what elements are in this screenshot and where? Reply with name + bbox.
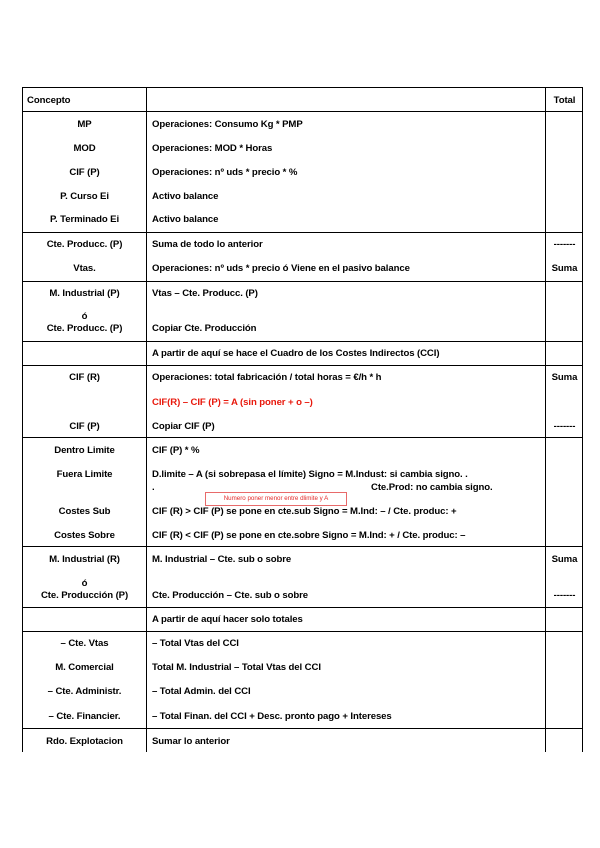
- desc-curso: Activo balance: [152, 191, 219, 202]
- comment-note[interactable]: Numero poner menor entre dlimite y A: [205, 492, 347, 506]
- column-divider-2: [545, 87, 546, 752]
- row-divider: [22, 281, 583, 282]
- concepto-dentro: Dentro Limite: [54, 445, 115, 456]
- concepto-m-com: M. Comercial: [55, 662, 114, 673]
- desc-cif-r: Operaciones: total fabricación / total horas = €/h * h: [152, 372, 382, 383]
- column-divider-1: [146, 87, 147, 752]
- desc-mi-p: Vtas – Cte. Producc. (P): [152, 288, 258, 299]
- total-cif-p-copy: -------: [553, 421, 576, 432]
- desc-rdo: Sumar lo anterior: [152, 736, 230, 747]
- concepto-rdo: Rdo. Explotacion: [46, 736, 123, 747]
- total-mi-r: Suma: [551, 554, 578, 565]
- total-cif-r: Suma: [551, 372, 578, 383]
- concepto-sobre: Costes Sobre: [54, 530, 115, 541]
- desc-mi-r: M. Industrial – Cte. sub o sobre: [152, 554, 292, 565]
- header-total: Total: [553, 95, 576, 106]
- concepto-mi-r-cte: Cte. Producción (P): [40, 590, 129, 601]
- desc-cif-p: Operaciones: nº uds * precio * %: [152, 167, 298, 178]
- concepto-mi-p-o: ó: [81, 311, 88, 322]
- row-divider: [22, 87, 583, 88]
- desc-dentro: CIF (P) * %: [152, 445, 200, 456]
- concepto-sub: Costes Sub: [58, 506, 111, 517]
- desc-sub: CIF (R) > CIF (P) se pone en cte.sub Signo = M.Ind: – / Cte. produc: +: [152, 506, 457, 517]
- desc-fuera-cte-prod: Cte.Prod: no cambia signo.: [371, 482, 493, 493]
- row-divider: [22, 437, 583, 438]
- concepto-mi-r: M. Industrial (R): [49, 554, 120, 565]
- desc-sobre: CIF (R) < CIF (P) se pone en cte.sobre Signo = M.Ind: + / Cte. produc: –: [152, 530, 466, 541]
- desc-terminado: Activo balance: [152, 214, 219, 225]
- concepto-vtas: Vtas.: [73, 263, 96, 274]
- concepto-mp: MP: [77, 119, 92, 130]
- desc-cte-prod: Suma de todo lo anterior: [152, 239, 263, 250]
- concepto-mod: MOD: [73, 143, 96, 154]
- concepto-mi-p-cte: Cte. Producc. (P): [46, 323, 123, 334]
- concepto-cif-r: CIF (R): [69, 372, 100, 383]
- concepto-fuera: Fuera Limite: [56, 469, 113, 480]
- concepto-cte-prod: Cte. Producc. (P): [46, 239, 123, 250]
- row-divider: [22, 341, 583, 342]
- desc-fuera: D.limite – A (si sobrepasa el límite) Signo = M.Indust: si cambia signo. .: [152, 469, 468, 480]
- row-divider: [22, 111, 583, 112]
- concepto-mi-p: M. Industrial (P): [49, 288, 120, 299]
- desc-cif-p-copy: Copiar CIF (P): [152, 421, 215, 432]
- desc-cte-adm: – Total Admin. del CCI: [152, 686, 251, 697]
- table-border-left: [22, 87, 23, 752]
- concepto-curso: P. Curso Ei: [60, 191, 109, 202]
- row-divider: [22, 728, 583, 729]
- cif-difference-formula: CIF(R) – CIF (P) = A (sin poner + o –): [152, 397, 313, 408]
- desc-mp: Operaciones: Consumo Kg * PMP: [152, 119, 303, 130]
- row-divider: [22, 365, 583, 366]
- concepto-terminado: P. Terminado Ei: [49, 214, 120, 225]
- concepto-cte-fin: – Cte. Financier.: [48, 711, 121, 722]
- row-divider: [22, 546, 583, 547]
- concepto-cte-vtas: – Cte. Vtas: [60, 638, 109, 649]
- concepto-cif-p-copy: CIF (P): [69, 421, 100, 432]
- cci-section-title: A partir de aquí se hace el Cuadro de los Costes Indirectos (CCI): [152, 348, 440, 359]
- desc-m-com: Total M. Industrial – Total Vtas del CCI: [152, 662, 321, 673]
- row-divider: [22, 607, 583, 608]
- table-border-right: [582, 87, 583, 752]
- desc-cte-vtas: – Total Vtas del CCI: [152, 638, 239, 649]
- concepto-mi-r-o: ó: [81, 578, 88, 589]
- desc-vtas: Operaciones: nº uds * precio ó Viene en el pasivo balance: [152, 263, 410, 274]
- total-mi-r-cte: -------: [553, 590, 576, 601]
- totals-section-title: A partir de aquí hacer solo totales: [152, 614, 303, 625]
- concepto-cte-adm: – Cte. Administr.: [47, 686, 122, 697]
- total-cte-prod: -------: [553, 239, 576, 250]
- desc-mod: Operaciones: MOD * Horas: [152, 143, 273, 154]
- desc-mi-r-cte: Cte. Producción – Cte. sub o sobre: [152, 590, 308, 601]
- total-vtas: Suma: [551, 263, 578, 274]
- header-concepto: Concepto: [27, 95, 71, 106]
- row-divider: [22, 631, 583, 632]
- concepto-cif-p: CIF (P): [69, 167, 100, 178]
- desc-cte-fin: – Total Finan. del CCI + Desc. pronto pago + Intereses: [152, 711, 392, 722]
- row-divider: [22, 232, 583, 233]
- desc-mi-p-cte: Copiar Cte. Producción: [152, 323, 257, 334]
- desc-fuera-cont: .: [152, 482, 155, 493]
